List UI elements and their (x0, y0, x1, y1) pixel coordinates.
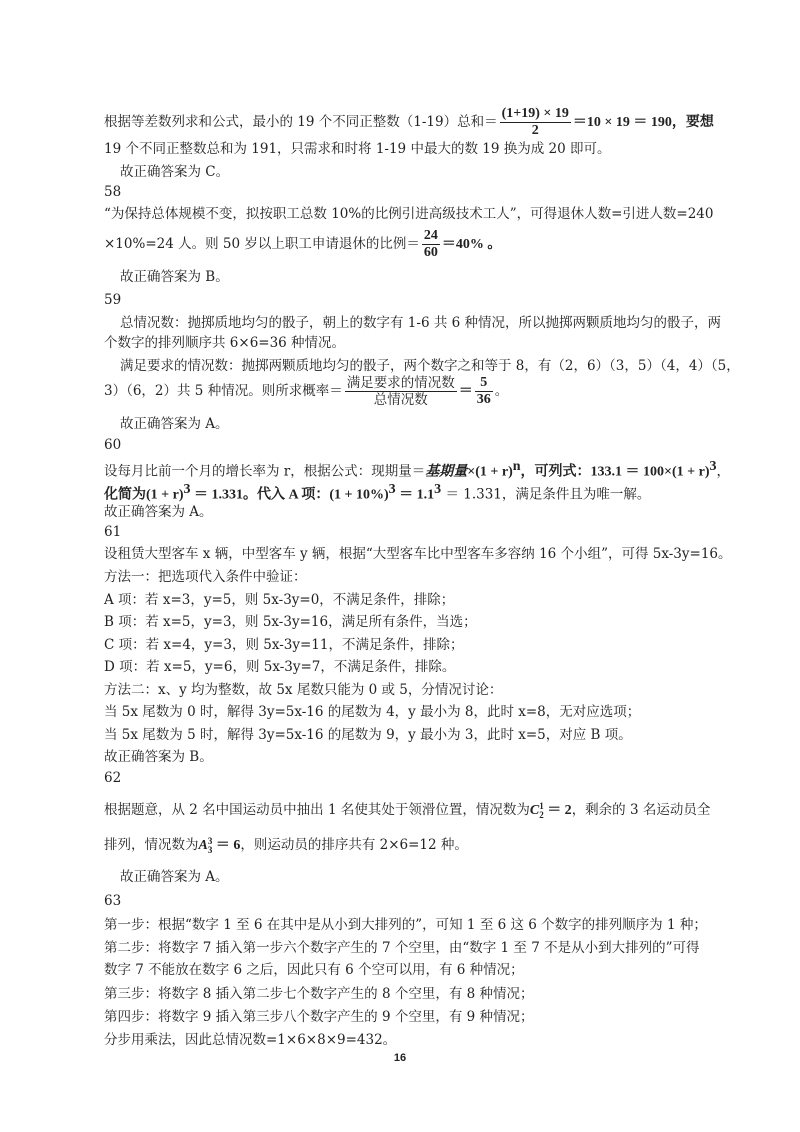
q61-line: 方法二：x、y 均为整数，故 5x 尾数只能为 0 或 5，分情况讨论： (104, 682, 503, 698)
q63-line: 第三步：将数字 8 插入第二步七个数字产生的 8 个空里，有 8 种情况； (104, 986, 534, 1002)
question-number: 63 (104, 893, 122, 909)
question-number: 58 (104, 184, 122, 200)
q63-line: 第二步：将数字 7 插入第一步六个数字产生的 7 个空里，由“数字 1 至 7 不是从小到大排列的”可得 (104, 940, 700, 956)
q59-line-1: 总情况数：抛掷质地均匀的骰子，朝上的数字有 1-6 共 6 种情况，所以抛掷两颗质地均匀的骰子，两 (120, 315, 721, 331)
q61-line: 当 5x 尾数为 0 时，解得 3y=5x-16 的尾数为 4，y 最小为 8，此时 x=8，无对应选项； (104, 704, 641, 720)
q61-line: D 项：若 x=5，y=6，则 5x-3y=7，不满足条件，排除。 (104, 659, 456, 675)
q59-line-3: 满足要求的情况数：抛掷两颗质地均匀的骰子，两个数字之和等于 8，有（2，6）（3，5）（4，4）（5， (120, 358, 740, 374)
q61-line: 当 5x 尾数为 5 时，解得 3y=5x-16 的尾数为 9，y 最小为 3，此时 x=5，对应 B 项。 (104, 727, 632, 743)
answer-line: 故正确答案为 A。 (120, 869, 229, 885)
q60-line-2: 化简为$(1 + r)^3 = 1.331$。代入 A 项：$(1 + 10\%)^3 = 1.1^3 = 1.331$，满足条件且为唯一解。 (104, 482, 651, 503)
q62-line-1: 根据题意，从 2 名中国运动员中抽出 1 名使其处于领滑位置，情况数为C 1 2 ＝ 2，剩余的 3 名运动员全 (104, 800, 711, 820)
q63-line: 分步用乘法，因此总情况数=1×6×8×9=432。 (104, 1032, 397, 1048)
q63-line: 数字 7 不能放在数字 6 之后，因此只有 6 个空可以用，有 6 种情况； (104, 962, 524, 978)
answer-line: 故正确答案为 B。 (120, 269, 229, 285)
fraction: $\frac{(1+19) \times 19}{2}$ (501, 106, 569, 138)
fraction: $\frac{24}{60}$ (423, 228, 438, 260)
page-number: 16 (393, 1052, 407, 1064)
q61-line: C 项：若 x=4，y=3，则 5x-3y=11，不满足条件，排除； (104, 637, 464, 653)
q63-line: 第四步：将数字 9 插入第三步八个数字产生的 9 个空里，有 9 种情况； (104, 1009, 534, 1025)
fraction: $\frac{\text{满足要求的情况数}}{\text{总情况数}}$ (346, 375, 455, 408)
question-number: 61 (104, 524, 122, 540)
answer-line: 故正确答案为 A。 (120, 416, 229, 432)
question-number: 59 (104, 292, 122, 308)
q61-line: 方法一：把选项代入条件中验证： (104, 569, 307, 585)
q63-line: 第一步：根据“数字 1 至 6 在其中是从小到大排列的”，可知 1 至 6 这 6 个数字的排列顺序为 1 种； (104, 917, 707, 933)
q58-line-2: ×10%=24 人。则 50 岁以上职工申请退休的比例＝ $\frac{24}{60}$ ＝40% 。 (104, 228, 502, 260)
fraction: $\frac{5}{36}$ (476, 375, 491, 407)
answer-line: 故正确答案为 B。 (104, 749, 213, 765)
question-number: 60 (104, 437, 122, 453)
q57-line-2: 19 个不同正整数总和为 191，只需求和时将 1-19 中最大的数 19 换为成 20 即可。 (104, 141, 611, 157)
q61-line: A 项：若 x=3，y=5，则 5x-3y=0，不满足条件，排除； (104, 592, 455, 608)
q61-line: B 项：若 x=5，y=3，则 5x-3y=16，满足所有条件，当选； (104, 614, 477, 630)
question-number: 62 (104, 770, 122, 786)
q59-line-4: 3）（6，2）共 5 种情况。则所求概率＝ $\frac{\text{满足要求的情况数}}{\text{总情况数}}$ ＝ $\frac{5}{36}$ 。 (104, 375, 509, 408)
q59-line-2: 个数字的排列顺序共 6×6=36 种情况。 (104, 335, 346, 351)
q58-line-1: “为保持总体规模不变，拟按职工总数 10%的比例引进高级技术工人”，可得退休人数=引进人数=240 (104, 206, 714, 222)
q60-line-1: 设每月比前一个月的增长率为 r，根据公式：现期量＝基期量$\times(1 + r)^n$，可列式：$133.1 = 100\times(1 + r)^3$， (104, 459, 731, 480)
q62-line-2: 排列，情况数为A 3 3 ＝ 6，则运动员的排序共有 2×6=12 种。 (104, 835, 468, 855)
answer-line: 故正确答案为 A。 (104, 504, 213, 520)
answer-line: 故正确答案为 C。 (120, 164, 230, 180)
q61-line: 设租赁大型客车 x 辆，中型客车 y 辆，根据“大型客车比中型客车多容纳 16 个小组”，可得 5x-3y=16。 (104, 546, 732, 562)
q57-line-1: 根据等差数列求和公式，最小的 19 个不同正整数（1-19）总和＝ $\frac{(1+19) \times 19}{2}$ ＝10 × 19 ＝ 190，要想 (104, 106, 714, 138)
